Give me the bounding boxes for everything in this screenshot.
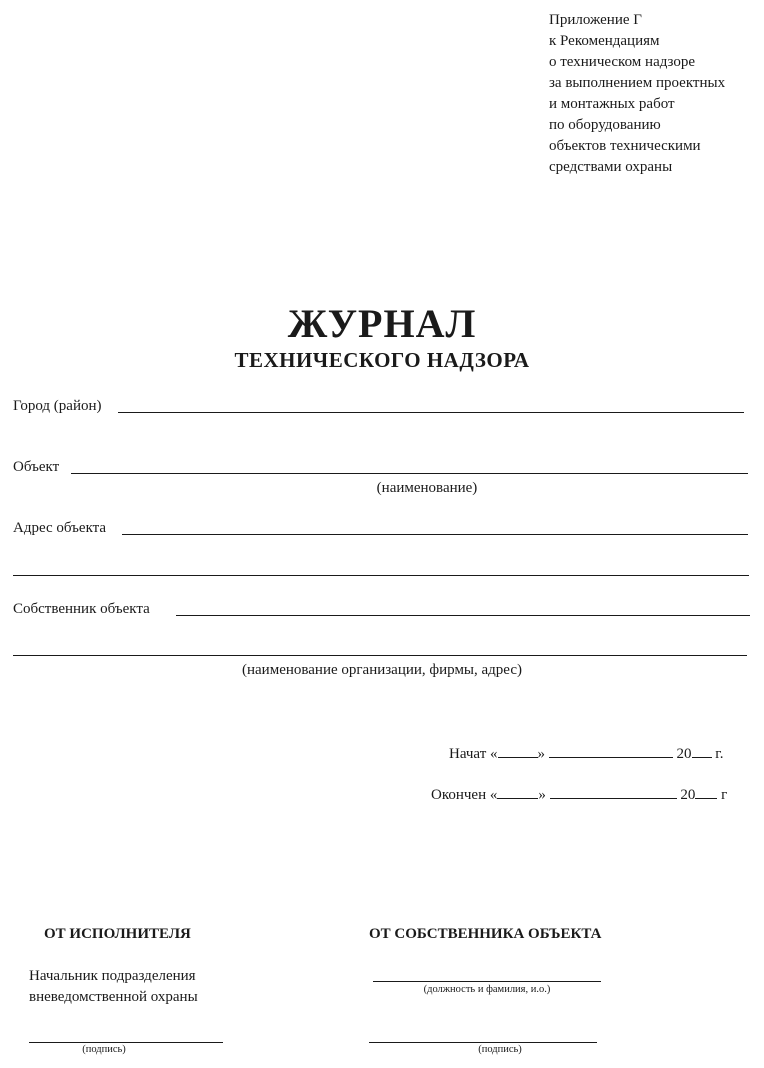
owner-signature-line[interactable] <box>369 1042 597 1043</box>
ended-label: Окончен « <box>431 787 498 803</box>
owner-label: Собственник объекта <box>13 601 150 617</box>
owner-signature-caption: (подпись) <box>478 1044 522 1055</box>
address-field-line-2[interactable] <box>13 575 749 576</box>
ended-year-prefix: 20 <box>680 787 696 803</box>
appendix-line: средствами охраны <box>549 159 673 175</box>
address-label: Адрес объекта <box>13 520 107 536</box>
started-year-prefix: 20 <box>676 746 692 762</box>
appendix-line: по оборудованию <box>549 117 661 133</box>
appendix-line: Приложение Г <box>549 12 642 28</box>
address-field-line[interactable] <box>122 534 748 535</box>
started-suffix: г. <box>715 746 724 762</box>
ended-month-field[interactable] <box>550 784 677 799</box>
ended-year-field[interactable] <box>695 784 717 799</box>
object-field-line[interactable] <box>71 473 748 474</box>
ended-suffix: г <box>721 787 728 803</box>
executor-position-line: вневедомственной охраны <box>29 989 198 1005</box>
object-caption: (наименование) <box>376 480 478 496</box>
city-label: Город (район) <box>13 398 102 414</box>
executor-position-line: Начальник подразделения <box>29 968 196 984</box>
owner-position-caption: (должность и фамилия, и.о.) <box>423 984 551 995</box>
started-label: Начат « <box>449 746 498 762</box>
object-label: Объект <box>13 459 60 475</box>
ended-day-field[interactable] <box>497 784 538 799</box>
appendix-note <box>549 10 725 178</box>
started-year-field[interactable] <box>692 743 712 758</box>
appendix-line: к Рекомендациям <box>549 33 660 49</box>
started-mid: » <box>537 746 546 762</box>
appendix-line: за выполнением проектных <box>549 75 726 91</box>
executor-position <box>29 966 198 1008</box>
appendix-line: и монтажных работ <box>549 96 675 112</box>
executor-signature-line[interactable] <box>29 1042 223 1043</box>
started-date-row <box>449 743 723 763</box>
owner-position-line[interactable] <box>373 981 601 982</box>
started-month-field[interactable] <box>549 743 673 758</box>
city-field-line[interactable] <box>118 412 744 413</box>
ended-mid: » <box>538 787 546 803</box>
ended-date-row <box>431 784 727 804</box>
appendix-line: о техническом надзоре <box>549 54 696 70</box>
document-title: ЖУРНАЛ <box>287 301 477 346</box>
owner-field-line-2[interactable] <box>13 655 747 656</box>
owner-caption: (наименование организации, фирмы, адрес) <box>242 662 522 678</box>
owner-field-line[interactable] <box>176 615 750 616</box>
executor-signature-caption: (подпись) <box>82 1044 126 1055</box>
started-day-field[interactable] <box>498 743 538 758</box>
appendix-line: объектов техническими <box>549 138 701 154</box>
owner-heading: ОТ СОБСТВЕННИКА ОБЪЕКТА <box>369 926 602 942</box>
executor-heading: ОТ ИСПОЛНИТЕЛЯ <box>44 926 191 942</box>
document-subtitle: ТЕХНИЧЕСКОГО НАДЗОРА <box>234 348 530 372</box>
